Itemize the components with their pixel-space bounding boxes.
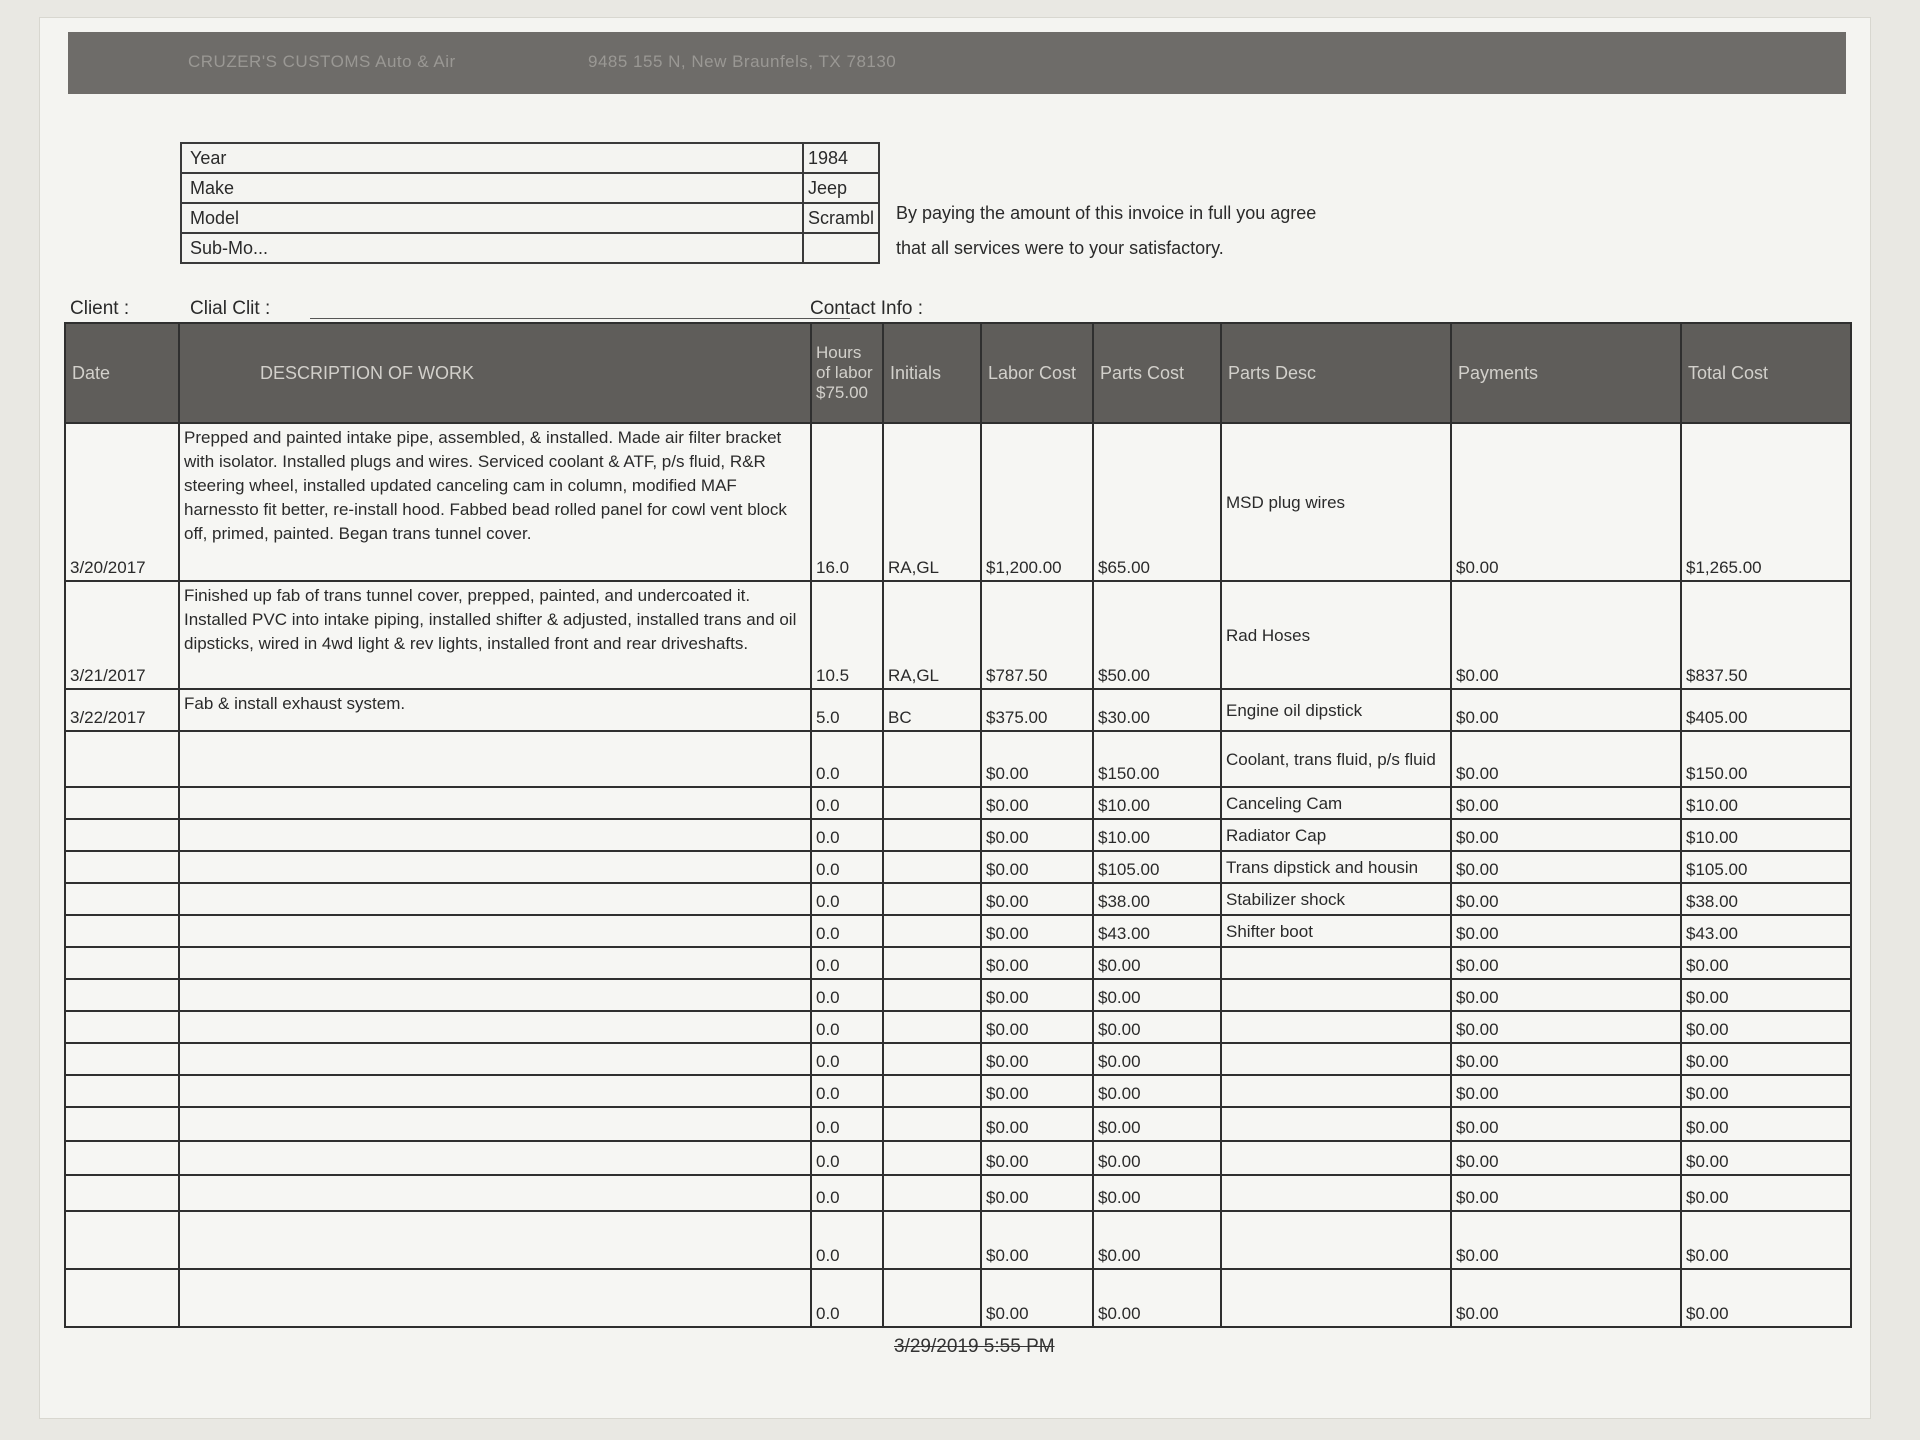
row-payments-cell: $0.00: [1451, 731, 1681, 787]
row-payments-cell: $0.00: [1451, 1043, 1681, 1075]
table-row: [65, 883, 1851, 915]
row-parts-desc-cell: [1221, 947, 1451, 979]
vehicle-row: [181, 143, 879, 173]
row-labor-cost-cell: $0.00: [981, 731, 1093, 787]
row-parts-cost-cell: $0.00: [1093, 1075, 1221, 1107]
row-hours-cell: 0.0: [811, 1269, 883, 1327]
row-hours-cell: 0.0: [811, 1075, 883, 1107]
client-name-text: Clial Clit :: [190, 298, 271, 319]
row-date-cell: [65, 1043, 179, 1075]
row-total-cost-cell: $0.00: [1681, 1269, 1851, 1327]
row-date-cell: [65, 1269, 179, 1327]
row-date-cell: [65, 1011, 179, 1043]
row-payments-cell: $0.00: [1451, 423, 1681, 581]
vehicle-value: Scrambl: [803, 203, 879, 233]
table-row: [65, 581, 1851, 689]
row-date-cell: [65, 1075, 179, 1107]
row-hours-cell: 0.0: [811, 787, 883, 819]
vehicle-info-table: [180, 142, 880, 264]
row-description-cell: [179, 1075, 811, 1107]
row-parts-cost-cell: $0.00: [1093, 1269, 1221, 1327]
row-labor-cost-cell: $0.00: [981, 1141, 1093, 1175]
row-description-cell: [179, 1141, 811, 1175]
row-labor-cost-cell: $0.00: [981, 1175, 1093, 1211]
row-parts-desc-cell: Stabilizer shock: [1221, 883, 1451, 915]
row-description-cell: [179, 947, 811, 979]
vehicle-label: Model: [181, 203, 803, 233]
vehicle-row: [181, 173, 879, 203]
row-payments-cell: $0.00: [1451, 1011, 1681, 1043]
row-description-cell: [179, 915, 811, 947]
row-payments-cell: $0.00: [1451, 1075, 1681, 1107]
table-header-row: [65, 323, 1851, 423]
row-labor-cost-cell: $0.00: [981, 851, 1093, 883]
row-labor-cost-cell: $0.00: [981, 1043, 1093, 1075]
row-initials-cell: [883, 851, 981, 883]
row-hours-cell: 0.0: [811, 1043, 883, 1075]
row-hours-cell: 0.0: [811, 819, 883, 851]
row-description-cell: [179, 731, 811, 787]
table-row: [65, 1107, 1851, 1141]
row-hours-cell: 5.0: [811, 689, 883, 731]
row-initials-cell: [883, 819, 981, 851]
row-total-cost-cell: $0.00: [1681, 947, 1851, 979]
row-hours-cell: 0.0: [811, 1211, 883, 1269]
header-payments: Payments: [1451, 323, 1681, 423]
row-parts-desc-cell: Engine oil dipstick: [1221, 689, 1451, 731]
row-description-cell: [179, 883, 811, 915]
row-description-cell: [179, 1011, 811, 1043]
row-parts-cost-cell: $30.00: [1093, 689, 1221, 731]
vehicle-label: Make: [181, 173, 803, 203]
header-total-cost: Total Cost: [1681, 323, 1851, 423]
row-parts-desc-cell: [1221, 979, 1451, 1011]
row-labor-cost-cell: $0.00: [981, 915, 1093, 947]
row-labor-cost-cell: $0.00: [981, 1211, 1093, 1269]
row-hours-cell: 0.0: [811, 1141, 883, 1175]
row-total-cost-cell: $10.00: [1681, 819, 1851, 851]
table-row: [65, 1011, 1851, 1043]
row-initials-cell: [883, 1141, 981, 1175]
table-row: [65, 819, 1851, 851]
row-payments-cell: $0.00: [1451, 883, 1681, 915]
table-row: [65, 731, 1851, 787]
row-parts-desc-cell: [1221, 1107, 1451, 1141]
print-timestamp: 3/29/2019 5:55 PM: [894, 1336, 1055, 1357]
row-date-cell: [65, 1211, 179, 1269]
table-row: [65, 1269, 1851, 1327]
row-parts-cost-cell: $0.00: [1093, 1175, 1221, 1211]
row-labor-cost-cell: $375.00: [981, 689, 1093, 731]
row-parts-desc-cell: Canceling Cam: [1221, 787, 1451, 819]
row-payments-cell: $0.00: [1451, 581, 1681, 689]
row-initials-cell: [883, 787, 981, 819]
row-description-cell: [179, 1269, 811, 1327]
client-label: Client :: [70, 298, 130, 319]
row-total-cost-cell: $0.00: [1681, 1011, 1851, 1043]
row-payments-cell: $0.00: [1451, 819, 1681, 851]
row-parts-cost-cell: $0.00: [1093, 1043, 1221, 1075]
row-initials-cell: [883, 1075, 981, 1107]
row-parts-desc-cell: [1221, 1175, 1451, 1211]
row-description-cell: [179, 1107, 811, 1141]
row-hours-cell: 16.0: [811, 423, 883, 581]
row-hours-cell: 0.0: [811, 979, 883, 1011]
row-description-cell: Finished up fab of trans tunnel cover, prepped, painted, and undercoated it. Installed PVC into intake piping, installed shifter & adjusted, installed trans and oil dipsticks, wired in 4wd light & rev lights, installed front and rear driveshafts.: [179, 581, 811, 689]
row-total-cost-cell: $0.00: [1681, 1107, 1851, 1141]
work-order-table: [64, 322, 1852, 1328]
row-description-cell: [179, 819, 811, 851]
table-row: [65, 1175, 1851, 1211]
agreement-text: [896, 196, 1316, 266]
row-date-cell: [65, 1141, 179, 1175]
row-date-cell: [65, 731, 179, 787]
row-date-cell: [65, 883, 179, 915]
row-payments-cell: $0.00: [1451, 1141, 1681, 1175]
row-initials-cell: [883, 947, 981, 979]
row-parts-desc-cell: Shifter boot: [1221, 915, 1451, 947]
row-description-cell: [179, 851, 811, 883]
row-initials-cell: BC: [883, 689, 981, 731]
table-row: [65, 915, 1851, 947]
row-date-cell: [65, 979, 179, 1011]
row-total-cost-cell: $405.00: [1681, 689, 1851, 731]
row-labor-cost-cell: $0.00: [981, 947, 1093, 979]
row-parts-desc-cell: [1221, 1075, 1451, 1107]
header-initials: Initials: [883, 323, 981, 423]
row-initials-cell: RA,GL: [883, 581, 981, 689]
row-date-cell: 3/20/2017: [65, 423, 179, 581]
row-total-cost-cell: $0.00: [1681, 1075, 1851, 1107]
row-hours-cell: 0.0: [811, 915, 883, 947]
row-labor-cost-cell: $0.00: [981, 787, 1093, 819]
row-date-cell: [65, 947, 179, 979]
row-labor-cost-cell: $787.50: [981, 581, 1093, 689]
table-row: [65, 787, 1851, 819]
row-labor-cost-cell: $0.00: [981, 1011, 1093, 1043]
row-hours-cell: 10.5: [811, 581, 883, 689]
row-description-cell: [179, 1175, 811, 1211]
row-description-cell: [179, 787, 811, 819]
row-parts-cost-cell: $150.00: [1093, 731, 1221, 787]
header-description: DESCRIPTION OF WORK: [179, 323, 811, 423]
row-initials-cell: [883, 883, 981, 915]
row-total-cost-cell: $10.00: [1681, 787, 1851, 819]
row-parts-cost-cell: $38.00: [1093, 883, 1221, 915]
vehicle-label: Sub-Mo...: [181, 233, 803, 263]
row-payments-cell: $0.00: [1451, 947, 1681, 979]
row-payments-cell: $0.00: [1451, 689, 1681, 731]
row-payments-cell: $0.00: [1451, 851, 1681, 883]
row-hours-cell: 0.0: [811, 1011, 883, 1043]
row-labor-cost-cell: $0.00: [981, 883, 1093, 915]
row-date-cell: [65, 851, 179, 883]
row-labor-cost-cell: $0.00: [981, 1075, 1093, 1107]
row-total-cost-cell: $0.00: [1681, 979, 1851, 1011]
row-total-cost-cell: $837.50: [1681, 581, 1851, 689]
table-row: [65, 1075, 1851, 1107]
vehicle-value: 1984: [803, 143, 879, 173]
row-total-cost-cell: $38.00: [1681, 883, 1851, 915]
row-hours-cell: 0.0: [811, 1175, 883, 1211]
shop-header-bar: [68, 32, 1846, 94]
work-order-body: [65, 423, 1851, 1327]
row-total-cost-cell: $0.00: [1681, 1211, 1851, 1269]
row-parts-cost-cell: $105.00: [1093, 851, 1221, 883]
row-date-cell: [65, 1175, 179, 1211]
vehicle-value: Jeep: [803, 173, 879, 203]
row-date-cell: 3/21/2017: [65, 581, 179, 689]
row-parts-cost-cell: $0.00: [1093, 1107, 1221, 1141]
row-initials-cell: [883, 1211, 981, 1269]
vehicle-row: [181, 203, 879, 233]
row-hours-cell: 0.0: [811, 851, 883, 883]
row-total-cost-cell: $0.00: [1681, 1043, 1851, 1075]
row-labor-cost-cell: $1,200.00: [981, 423, 1093, 581]
row-labor-cost-cell: $0.00: [981, 1269, 1093, 1327]
row-parts-cost-cell: $43.00: [1093, 915, 1221, 947]
row-description-cell: [179, 979, 811, 1011]
row-total-cost-cell: $1,265.00: [1681, 423, 1851, 581]
row-parts-desc-cell: [1221, 1141, 1451, 1175]
row-total-cost-cell: $0.00: [1681, 1175, 1851, 1211]
vehicle-row: [181, 233, 879, 263]
row-payments-cell: $0.00: [1451, 1269, 1681, 1327]
row-parts-desc-cell: MSD plug wires: [1221, 423, 1451, 581]
row-parts-desc-cell: [1221, 1043, 1451, 1075]
row-parts-cost-cell: $0.00: [1093, 1011, 1221, 1043]
table-row: [65, 979, 1851, 1011]
row-description-cell: Fab & install exhaust system.: [179, 689, 811, 731]
row-parts-desc-cell: Coolant, trans fluid, p/s fluid: [1221, 731, 1451, 787]
row-parts-desc-cell: Trans dipstick and housin: [1221, 851, 1451, 883]
row-parts-desc-cell: [1221, 1011, 1451, 1043]
row-payments-cell: $0.00: [1451, 1107, 1681, 1141]
contact-info-label: Contact Info :: [810, 298, 924, 319]
row-parts-desc-cell: Radiator Cap: [1221, 819, 1451, 851]
table-row: [65, 851, 1851, 883]
row-parts-desc-cell: Rad Hoses: [1221, 581, 1451, 689]
invoice-page: [40, 18, 1870, 1418]
row-total-cost-cell: $0.00: [1681, 1141, 1851, 1175]
client-underline: [310, 318, 850, 319]
row-description-cell: Prepped and painted intake pipe, assembled, & installed. Made air filter bracket with isolator. Installed plugs and wires. Serviced coolant & ATF, p/s fluid, R&R steering wheel, installed updated canceling cam in column, modified MAF harnessto fit better, re-install hood. Fabbed bead rolled panel for cowl vent block off, primed, painted. Began trans tunnel cover.: [179, 423, 811, 581]
table-row: [65, 423, 1851, 581]
header-date: Date: [65, 323, 179, 423]
row-description-cell: [179, 1211, 811, 1269]
row-payments-cell: $0.00: [1451, 1211, 1681, 1269]
row-hours-cell: 0.0: [811, 731, 883, 787]
table-row: [65, 689, 1851, 731]
row-hours-cell: 0.0: [811, 1107, 883, 1141]
row-total-cost-cell: $43.00: [1681, 915, 1851, 947]
row-description-cell: [179, 1043, 811, 1075]
row-initials-cell: [883, 731, 981, 787]
table-row: [65, 1141, 1851, 1175]
row-date-cell: [65, 915, 179, 947]
header-labor-cost: Labor Cost: [981, 323, 1093, 423]
vehicle-value: [803, 233, 879, 263]
row-initials-cell: [883, 1011, 981, 1043]
row-initials-cell: [883, 1043, 981, 1075]
row-initials-cell: [883, 1107, 981, 1141]
header-hours: Hours of labor $75.00: [811, 323, 883, 423]
row-parts-cost-cell: $10.00: [1093, 819, 1221, 851]
agreement-line-1: By paying the amount of this invoice in full you agree: [896, 203, 1317, 223]
row-initials-cell: [883, 1175, 981, 1211]
header-parts-cost: Parts Cost: [1093, 323, 1221, 423]
row-date-cell: 3/22/2017: [65, 689, 179, 731]
table-row: [65, 947, 1851, 979]
row-payments-cell: $0.00: [1451, 787, 1681, 819]
row-parts-cost-cell: $65.00: [1093, 423, 1221, 581]
row-date-cell: [65, 1107, 179, 1141]
row-payments-cell: $0.00: [1451, 915, 1681, 947]
row-initials-cell: RA,GL: [883, 423, 981, 581]
row-payments-cell: $0.00: [1451, 1175, 1681, 1211]
row-initials-cell: [883, 979, 981, 1011]
row-parts-cost-cell: $0.00: [1093, 1141, 1221, 1175]
header-parts-desc: Parts Desc: [1221, 323, 1451, 423]
row-hours-cell: 0.0: [811, 883, 883, 915]
row-date-cell: [65, 819, 179, 851]
row-hours-cell: 0.0: [811, 947, 883, 979]
table-row: [65, 1211, 1851, 1269]
row-date-cell: [65, 787, 179, 819]
agreement-line-2: that all services were to your satisfactory.: [896, 238, 1224, 258]
row-parts-cost-cell: $0.00: [1093, 979, 1221, 1011]
row-labor-cost-cell: $0.00: [981, 979, 1093, 1011]
row-labor-cost-cell: $0.00: [981, 819, 1093, 851]
row-parts-cost-cell: $0.00: [1093, 1211, 1221, 1269]
row-initials-cell: [883, 1269, 981, 1327]
row-payments-cell: $0.00: [1451, 979, 1681, 1011]
row-initials-cell: [883, 915, 981, 947]
table-row: [65, 1043, 1851, 1075]
row-labor-cost-cell: $0.00: [981, 1107, 1093, 1141]
vehicle-label: Year: [181, 143, 803, 173]
shop-address: 9485 155 N, New Braunfels, TX 78130: [588, 52, 897, 71]
row-total-cost-cell: $105.00: [1681, 851, 1851, 883]
shop-name: CRUZER'S CUSTOMS Auto & Air: [188, 52, 456, 71]
row-parts-desc-cell: [1221, 1211, 1451, 1269]
row-parts-cost-cell: $50.00: [1093, 581, 1221, 689]
row-parts-cost-cell: $10.00: [1093, 787, 1221, 819]
row-total-cost-cell: $150.00: [1681, 731, 1851, 787]
row-parts-cost-cell: $0.00: [1093, 947, 1221, 979]
row-parts-desc-cell: [1221, 1269, 1451, 1327]
